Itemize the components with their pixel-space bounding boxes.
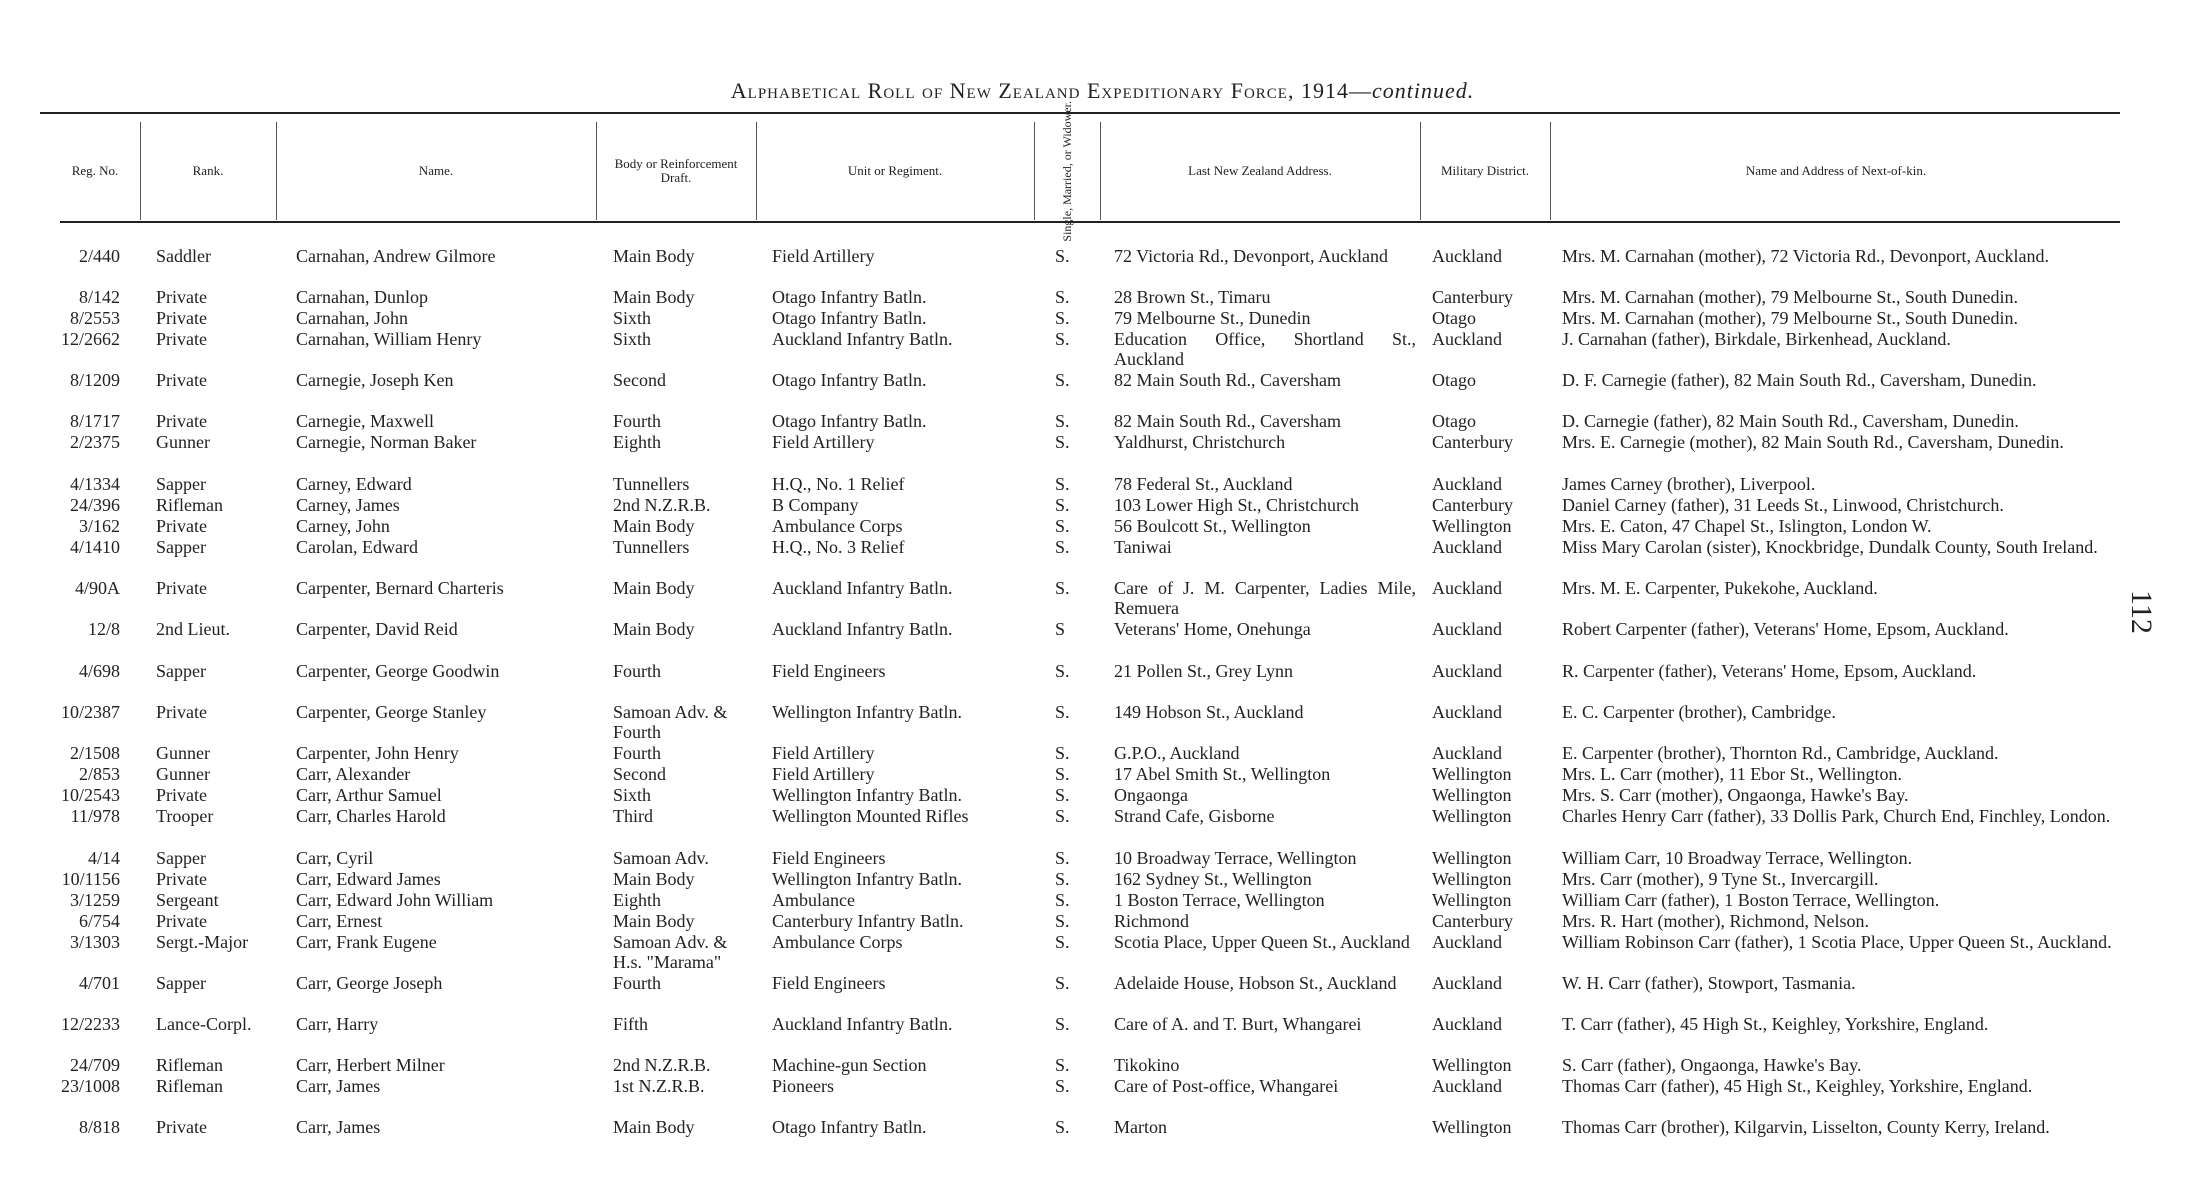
rank-cell: Private <box>156 702 207 722</box>
status-cell: S. <box>1055 764 1070 784</box>
district-cell: Auckland <box>1432 932 1502 952</box>
table-row <box>0 537 2205 579</box>
district-cell: Otago <box>1432 370 1476 390</box>
body-cell: 2nd N.Z.R.B. <box>613 1055 711 1075</box>
status-cell: S. <box>1055 869 1070 889</box>
reg-no-cell: 10/2543 <box>60 785 120 805</box>
name-cell: Carpenter, Bernard Charteris <box>296 578 504 598</box>
district-cell: Canterbury <box>1432 287 1513 307</box>
kin-cell: J. Carnahan (father), Birkdale, Birkenhead, Auckland. <box>1562 329 1951 349</box>
reg-no-cell: 3/162 <box>78 516 120 536</box>
body-cell: Samoan Adv. & H.s. "Marama" <box>613 932 728 972</box>
kin-cell: Mrs. M. Carnahan (mother), 79 Melbourne St., South Dunedin. <box>1562 287 2018 307</box>
reg-no-cell: 12/2233 <box>60 1014 120 1034</box>
address-cell: 28 Brown St., Timaru <box>1114 287 1271 307</box>
name-cell: Carr, George Joseph <box>296 973 443 993</box>
name-cell: Carpenter, George Stanley <box>296 702 487 722</box>
reg-no-cell: 10/1156 <box>61 869 120 889</box>
address-cell: Tikokino <box>1114 1055 1180 1075</box>
reg-no-cell: 4/701 <box>78 973 120 993</box>
status-cell: S. <box>1055 785 1070 805</box>
name-cell: Carolan, Edward <box>296 537 418 557</box>
rank-cell: Private <box>156 785 207 805</box>
table-row <box>0 1117 2205 1159</box>
kin-cell: Robert Carpenter (father), Veterans' Home, Epsom, Auckland. <box>1562 619 2009 639</box>
header-unit: Unit or Regiment. <box>847 162 943 178</box>
district-cell: Wellington <box>1432 764 1512 784</box>
status-cell: S. <box>1055 890 1070 910</box>
body-cell: Fourth <box>613 973 662 993</box>
district-cell: Wellington <box>1432 1055 1512 1075</box>
unit-cell: Auckland Infantry Batln. <box>772 619 953 639</box>
rank-cell: Private <box>156 370 207 390</box>
address-cell: 1 Boston Terrace, Wellington <box>1114 890 1325 910</box>
body-cell: Main Body <box>613 911 695 931</box>
table-row <box>0 370 2205 412</box>
body-cell: Third <box>613 806 653 826</box>
rank-cell: Gunner <box>156 432 210 452</box>
name-cell: Carpenter, George Goodwin <box>296 661 500 681</box>
unit-cell: Wellington Infantry Batln. <box>772 785 963 805</box>
kin-cell: Miss Mary Carolan (sister), Knockbridge, Dundalk County, South Ireland. <box>1562 537 2098 557</box>
kin-cell: Charles Henry Carr (father), 33 Dollis Park, Church End, Finchley, London. <box>1562 806 2111 826</box>
rank-cell: Sapper <box>156 474 206 494</box>
kin-cell: T. Carr (father), 45 High St., Keighley, Yorkshire, England. <box>1562 1014 1989 1034</box>
header-body: Body or Reinforcement Draft. <box>614 155 738 185</box>
status-cell: S. <box>1055 578 1070 598</box>
name-cell: Carpenter, John Henry <box>296 743 459 763</box>
rank-cell: Private <box>156 578 207 598</box>
status-cell: S. <box>1055 370 1070 390</box>
rank-cell: 2nd Lieut. <box>156 619 230 639</box>
address-cell: Strand Cafe, Gisborne <box>1114 806 1275 826</box>
header-name: Name. <box>418 162 454 178</box>
header-reg-no: Reg. No. <box>71 162 119 178</box>
reg-no-cell: 4/1410 <box>69 537 120 557</box>
rank-cell: Sapper <box>156 537 206 557</box>
reg-no-cell: 12/8 <box>87 619 120 639</box>
name-cell: Carr, Alexander <box>296 764 411 784</box>
reg-no-cell: 11/978 <box>70 806 120 826</box>
unit-cell: Otago Infantry Batln. <box>772 370 927 390</box>
unit-cell: H.Q., No. 1 Relief <box>772 474 905 494</box>
district-cell: Wellington <box>1432 848 1512 868</box>
rank-cell: Private <box>156 411 207 431</box>
address-cell: 149 Hobson St., Auckland <box>1114 702 1304 722</box>
unit-cell: Wellington Infantry Batln. <box>772 702 963 722</box>
address-cell: 103 Lower High St., Christchurch <box>1114 495 1359 515</box>
address-cell: Education Office, Shortland St., Auckland <box>1114 329 1416 369</box>
status-cell: S. <box>1055 537 1070 557</box>
name-cell: Carnahan, Andrew Gilmore <box>296 246 496 266</box>
header-status: Single, Married, or Widower. <box>1059 100 1074 242</box>
body-cell: Main Body <box>613 246 695 266</box>
body-cell: Main Body <box>613 619 695 639</box>
name-cell: Carr, Herbert Milner <box>296 1055 445 1075</box>
body-cell: Samoan Adv. & Fourth <box>613 702 728 742</box>
kin-cell: S. Carr (father), Ongaonga, Hawke's Bay. <box>1562 1055 1862 1075</box>
unit-cell: Wellington Mounted Rifles <box>772 806 969 826</box>
status-cell: S. <box>1055 411 1070 431</box>
table-row <box>0 329 2205 371</box>
kin-cell: D. F. Carnegie (father), 82 Main South Rd., Caversham, Dunedin. <box>1562 370 2037 390</box>
rank-cell: Sapper <box>156 661 206 681</box>
body-cell: Second <box>613 764 666 784</box>
unit-cell: Ambulance Corps <box>772 932 903 952</box>
body-cell: Sixth <box>613 308 652 328</box>
name-cell: Carney, James <box>296 495 400 515</box>
unit-cell: Auckland Infantry Batln. <box>772 578 953 598</box>
status-cell: S. <box>1055 911 1070 931</box>
rank-cell: Private <box>156 516 207 536</box>
district-cell: Auckland <box>1432 1014 1502 1034</box>
reg-no-cell: 12/2662 <box>60 329 120 349</box>
district-cell: Auckland <box>1432 743 1502 763</box>
unit-cell: Machine-gun Section <box>772 1055 927 1075</box>
kin-cell: Mrs. M. Carnahan (mother), 72 Victoria Rd., Devonport, Auckland. <box>1562 246 2049 266</box>
unit-cell: Otago Infantry Batln. <box>772 411 927 431</box>
rank-cell: Rifleman <box>156 495 223 515</box>
status-cell: S. <box>1055 287 1070 307</box>
rank-cell: Gunner <box>156 743 210 763</box>
body-cell: Fifth <box>613 1014 649 1034</box>
reg-no-cell: 8/1717 <box>69 411 120 431</box>
body-cell: Fourth <box>613 661 662 681</box>
address-cell: Veterans' Home, Onehunga <box>1114 619 1311 639</box>
kin-cell: E. Carpenter (brother), Thornton Rd., Cambridge, Auckland. <box>1562 743 1999 763</box>
body-cell: 2nd N.Z.R.B. <box>613 495 711 515</box>
body-cell: Fourth <box>613 411 662 431</box>
address-cell: Adelaide House, Hobson St., Auckland <box>1114 973 1397 993</box>
rank-cell: Private <box>156 329 207 349</box>
district-cell: Wellington <box>1432 785 1512 805</box>
address-cell: 21 Pollen St., Grey Lynn <box>1114 661 1293 681</box>
rank-cell: Gunner <box>156 764 210 784</box>
unit-cell: Otago Infantry Batln. <box>772 287 927 307</box>
unit-cell: Ambulance Corps <box>772 516 903 536</box>
unit-cell: Canterbury Infantry Batln. <box>772 911 964 931</box>
unit-cell: Field Engineers <box>772 973 886 993</box>
body-cell: Main Body <box>613 287 695 307</box>
table-row <box>0 246 2205 288</box>
status-cell: S. <box>1055 246 1070 266</box>
status-cell: S. <box>1055 932 1070 952</box>
name-cell: Carpenter, David Reid <box>296 619 458 639</box>
header-district: Military District. <box>1440 162 1530 178</box>
kin-cell: Mrs. E. Caton, 47 Chapel St., Islington, London W. <box>1562 516 1932 536</box>
reg-no-cell: 2/1508 <box>69 743 120 763</box>
district-cell: Auckland <box>1432 246 1502 266</box>
rank-cell: Private <box>156 1117 207 1137</box>
address-cell: Care of Post-office, Whangarei <box>1114 1076 1339 1096</box>
status-cell: S. <box>1055 329 1070 349</box>
rank-cell: Rifleman <box>156 1055 223 1075</box>
name-cell: Carnahan, William Henry <box>296 329 482 349</box>
body-cell: Main Body <box>613 578 695 598</box>
address-cell: 162 Sydney St., Wellington <box>1114 869 1312 889</box>
status-cell: S. <box>1055 308 1070 328</box>
reg-no-cell: 4/1334 <box>69 474 120 494</box>
header-address: Last New Zealand Address. <box>1188 162 1332 178</box>
address-cell: 82 Main South Rd., Caversham <box>1114 370 1341 390</box>
status-cell: S. <box>1055 1076 1070 1096</box>
kin-cell: R. Carpenter (father), Veterans' Home, Epsom, Auckland. <box>1562 661 1977 681</box>
kin-cell: James Carney (brother), Liverpool. <box>1562 474 1816 494</box>
reg-no-cell: 4/90A <box>75 578 120 598</box>
kin-cell: Thomas Carr (father), 45 High St., Keighley, Yorkshire, England. <box>1562 1076 2033 1096</box>
body-cell: 1st N.Z.R.B. <box>613 1076 705 1096</box>
body-cell: Second <box>613 370 666 390</box>
name-cell: Carr, Charles Harold <box>296 806 446 826</box>
unit-cell: H.Q., No. 3 Relief <box>772 537 905 557</box>
kin-cell: Mrs. S. Carr (mother), Ongaonga, Hawke's Bay. <box>1562 785 1909 805</box>
reg-no-cell: 8/142 <box>78 287 120 307</box>
district-cell: Auckland <box>1432 973 1502 993</box>
status-cell: S. <box>1055 973 1070 993</box>
unit-cell: Field Artillery <box>772 764 875 784</box>
unit-cell: Field Artillery <box>772 743 875 763</box>
status-cell: S. <box>1055 1055 1070 1075</box>
district-cell: Canterbury <box>1432 495 1513 515</box>
body-cell: Main Body <box>613 1117 695 1137</box>
status-cell: S <box>1055 619 1066 639</box>
status-cell: S. <box>1055 495 1070 515</box>
unit-cell: Field Engineers <box>772 661 886 681</box>
rank-cell: Sapper <box>156 848 206 868</box>
status-cell: S. <box>1055 474 1070 494</box>
name-cell: Carr, Harry <box>296 1014 379 1034</box>
address-cell: Ongaonga <box>1114 785 1188 805</box>
district-cell: Wellington <box>1432 516 1512 536</box>
kin-cell: Mrs. L. Carr (mother), 11 Ebor St., Wellington. <box>1562 764 1903 784</box>
kin-cell: William Carr (father), 1 Boston Terrace, Wellington. <box>1562 890 1940 910</box>
reg-no-cell: 23/1008 <box>60 1076 120 1096</box>
name-cell: Carnegie, Joseph Ken <box>296 370 454 390</box>
table-row <box>0 661 2205 703</box>
rank-cell: Sapper <box>156 973 206 993</box>
address-cell: 72 Victoria Rd., Devonport, Auckland <box>1114 246 1389 266</box>
kin-cell: Mrs. Carr (mother), 9 Tyne St., Invercargill. <box>1562 869 1879 889</box>
name-cell: Carney, Edward <box>296 474 412 494</box>
address-cell: 17 Abel Smith St., Wellington <box>1114 764 1331 784</box>
district-cell: Auckland <box>1432 537 1502 557</box>
kin-cell: William Robinson Carr (father), 1 Scotia Place, Upper Queen St., Auckland. <box>1562 932 2112 952</box>
kin-cell: William Carr, 10 Broadway Terrace, Wellington. <box>1562 848 1913 868</box>
unit-cell: Auckland Infantry Batln. <box>772 329 953 349</box>
name-cell: Carr, Cyril <box>296 848 374 868</box>
district-cell: Otago <box>1432 308 1476 328</box>
address-cell: Richmond <box>1114 911 1189 931</box>
rank-cell: Saddler <box>156 246 211 266</box>
kin-cell: Mrs. E. Carnegie (mother), 82 Main South Rd., Caversham, Dunedin. <box>1562 432 2064 452</box>
reg-no-cell: 4/14 <box>87 848 120 868</box>
reg-no-cell: 6/754 <box>78 911 120 931</box>
address-cell: G.P.O., Auckland <box>1114 743 1240 763</box>
table-row <box>0 619 2205 661</box>
table-row <box>0 578 2205 620</box>
district-cell: Canterbury <box>1432 432 1513 452</box>
address-cell: Scotia Place, Upper Queen St., Auckland <box>1114 932 1410 952</box>
kin-cell: D. Carnegie (father), 82 Main South Rd., Caversham, Dunedin. <box>1562 411 2019 431</box>
status-cell: S. <box>1055 661 1070 681</box>
body-cell: Main Body <box>613 516 695 536</box>
body-cell: Eighth <box>613 890 661 910</box>
table-row <box>0 702 2205 744</box>
reg-no-cell: 4/698 <box>78 661 120 681</box>
body-cell: Sixth <box>613 785 652 805</box>
kin-cell: W. H. Carr (father), Stowport, Tasmania. <box>1562 973 1856 993</box>
unit-cell: B Company <box>772 495 859 515</box>
name-cell: Carney, John <box>296 516 390 536</box>
district-cell: Auckland <box>1432 661 1502 681</box>
reg-no-cell: 24/396 <box>69 495 120 515</box>
kin-cell: E. C. Carpenter (brother), Cambridge. <box>1562 702 1836 722</box>
address-cell: 78 Federal St., Auckland <box>1114 474 1293 494</box>
status-cell: S. <box>1055 702 1070 722</box>
table-row <box>0 932 2205 974</box>
rank-cell: Private <box>156 911 207 931</box>
kin-cell: Mrs. R. Hart (mother), Richmond, Nelson. <box>1562 911 1869 931</box>
body-cell: Tunnellers <box>613 537 690 557</box>
body-cell: Eighth <box>613 432 661 452</box>
table-row <box>0 1076 2205 1118</box>
rank-cell: Sergeant <box>156 890 219 910</box>
rank-cell: Lance-Corpl. <box>156 1014 252 1034</box>
reg-no-cell: 10/2387 <box>60 702 120 722</box>
status-cell: S. <box>1055 1117 1070 1137</box>
status-cell: S. <box>1055 743 1070 763</box>
district-cell: Wellington <box>1432 890 1512 910</box>
reg-no-cell: 8/2553 <box>69 308 120 328</box>
unit-cell: Otago Infantry Batln. <box>772 308 927 328</box>
address-cell: 79 Melbourne St., Dunedin <box>1114 308 1311 328</box>
rank-cell: Sergt.-Major <box>156 932 249 952</box>
kin-cell: Thomas Carr (brother), Kilgarvin, Lisselton, County Kerry, Ireland. <box>1562 1117 2050 1137</box>
body-cell: Tunnellers <box>613 474 690 494</box>
address-cell: 56 Boulcott St., Wellington <box>1114 516 1311 536</box>
district-cell: Auckland <box>1432 578 1502 598</box>
kin-cell: Daniel Carney (father), 31 Leeds St., Linwood, Christchurch. <box>1562 495 2004 515</box>
address-cell: Marton <box>1114 1117 1167 1137</box>
district-cell: Auckland <box>1432 474 1502 494</box>
status-cell: S. <box>1055 848 1070 868</box>
page-title: Alphabetical Roll of New Zealand Expeditionary Force, 1914—continued. <box>730 78 1475 103</box>
unit-cell: Ambulance <box>772 890 855 910</box>
district-cell: Wellington <box>1432 869 1512 889</box>
reg-no-cell: 3/1303 <box>69 932 120 952</box>
unit-cell: Auckland Infantry Batln. <box>772 1014 953 1034</box>
table-row <box>0 973 2205 1015</box>
status-cell: S. <box>1055 806 1070 826</box>
kin-cell: Mrs. M. Carnahan (mother), 79 Melbourne St., South Dunedin. <box>1562 308 2018 328</box>
body-cell: Fourth <box>613 743 662 763</box>
reg-no-cell: 24/709 <box>69 1055 120 1075</box>
name-cell: Carr, Arthur Samuel <box>296 785 442 805</box>
status-cell: S. <box>1055 1014 1070 1034</box>
name-cell: Carr, James <box>296 1117 381 1137</box>
header-rank: Rank. <box>192 162 224 178</box>
reg-no-cell: 8/818 <box>78 1117 120 1137</box>
name-cell: Carnegie, Norman Baker <box>296 432 477 452</box>
name-cell: Carnegie, Maxwell <box>296 411 434 431</box>
name-cell: Carr, James <box>296 1076 381 1096</box>
name-cell: Carr, Ernest <box>296 911 383 931</box>
page-number: 112 <box>2125 590 2158 634</box>
rank-cell: Trooper <box>156 806 214 826</box>
rank-cell: Rifleman <box>156 1076 223 1096</box>
unit-cell: Field Artillery <box>772 246 875 266</box>
rank-cell: Private <box>156 308 207 328</box>
district-cell: Auckland <box>1432 1076 1502 1096</box>
body-cell: Sixth <box>613 329 652 349</box>
address-cell: Care of A. and T. Burt, Whangarei <box>1114 1014 1362 1034</box>
district-cell: Auckland <box>1432 329 1502 349</box>
reg-no-cell: 2/853 <box>78 764 120 784</box>
name-cell: Carr, Frank Eugene <box>296 932 437 952</box>
body-cell: Main Body <box>613 869 695 889</box>
address-cell: Yaldhurst, Christchurch <box>1114 432 1286 452</box>
body-cell: Samoan Adv. <box>613 848 709 868</box>
name-cell: Carnahan, Dunlop <box>296 287 428 307</box>
address-cell: 82 Main South Rd., Caversham <box>1114 411 1341 431</box>
rank-cell: Private <box>156 287 207 307</box>
status-cell: S. <box>1055 432 1070 452</box>
district-cell: Auckland <box>1432 619 1502 639</box>
address-cell: Taniwai <box>1114 537 1172 557</box>
unit-cell: Otago Infantry Batln. <box>772 1117 927 1137</box>
district-cell: Auckland <box>1432 702 1502 722</box>
address-cell: Care of J. M. Carpenter, Ladies Mile, Remuera <box>1114 578 1416 618</box>
reg-no-cell: 3/1259 <box>69 890 120 910</box>
table-row <box>0 1014 2205 1056</box>
reg-no-cell: 2/2375 <box>69 432 120 452</box>
reg-no-cell: 8/1209 <box>69 370 120 390</box>
name-cell: Carr, Edward John William <box>296 890 494 910</box>
district-cell: Otago <box>1432 411 1476 431</box>
unit-cell: Pioneers <box>772 1076 834 1096</box>
rank-cell: Private <box>156 869 207 889</box>
table-row <box>0 432 2205 474</box>
kin-cell: Mrs. M. E. Carpenter, Pukekohe, Auckland. <box>1562 578 1878 598</box>
district-cell: Canterbury <box>1432 911 1513 931</box>
unit-cell: Wellington Infantry Batln. <box>772 869 963 889</box>
district-cell: Wellington <box>1432 806 1512 826</box>
address-cell: 10 Broadway Terrace, Wellington <box>1114 848 1357 868</box>
district-cell: Wellington <box>1432 1117 1512 1137</box>
reg-no-cell: 2/440 <box>78 246 120 266</box>
name-cell: Carnahan, John <box>296 308 408 328</box>
unit-cell: Field Engineers <box>772 848 886 868</box>
name-cell: Carr, Edward James <box>296 869 441 889</box>
unit-cell: Field Artillery <box>772 432 875 452</box>
header-kin: Name and Address of Next-of-kin. <box>1745 162 1927 178</box>
status-cell: S. <box>1055 516 1070 536</box>
table-row <box>0 806 2205 848</box>
